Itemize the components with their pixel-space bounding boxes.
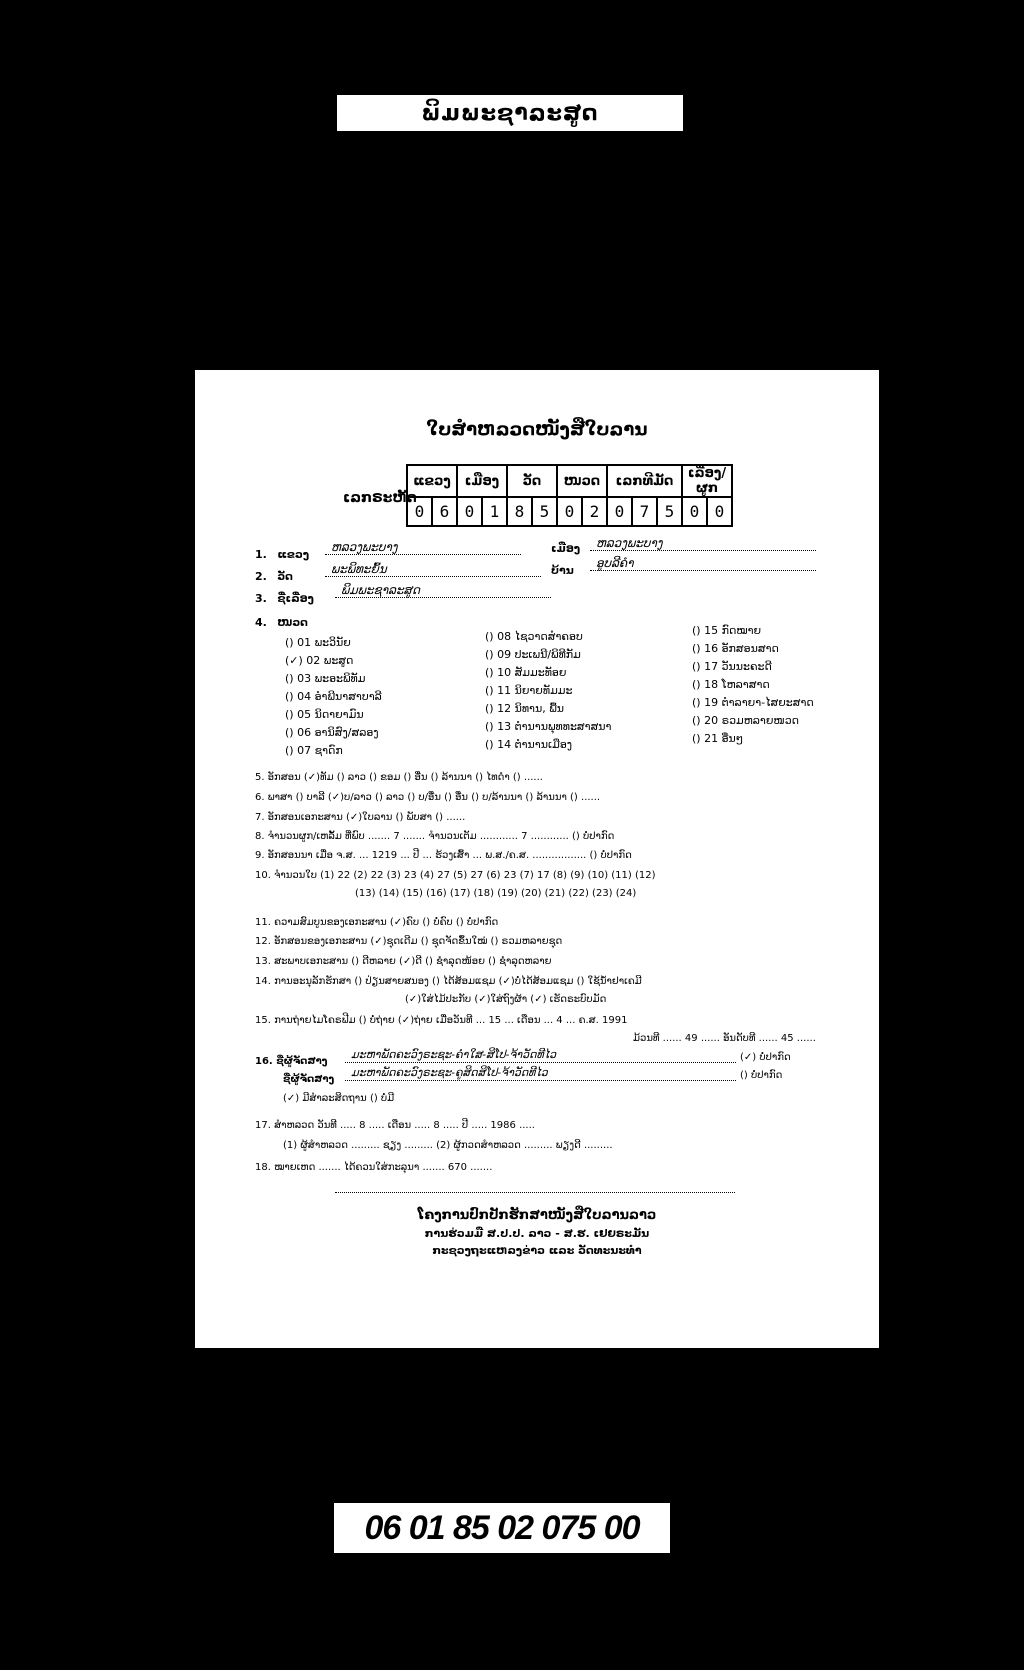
code-header-province: ແຂວງ [407, 465, 457, 497]
code-digit: 2 [582, 497, 607, 526]
item-16b-value: ມະຫາພັດຄະວົງຣະຊະ-ຄູສິດສິໂປ-ຈ້າວັດທີໄວ [345, 1066, 736, 1081]
code-header-district: ເມືອງ [457, 465, 507, 497]
code-digit: 0 [557, 497, 582, 526]
item-7-material: 7. ອັກສອນເອກະສານ (✓)ໃບລານ () ພັບສາ () ...... [255, 812, 466, 823]
category-option: () 04 ອຳພີນາສາບາລີ [285, 690, 382, 703]
category-option: () 16 ອັກສອນສາດ [692, 642, 779, 655]
category-option: () 03 ພະອະພິທັມ [285, 672, 366, 685]
category-option: () 11 ນິຍາຍທັມມະ [485, 684, 573, 697]
item-15-reel: ມ້ວນທີ ...... 49 ...... ອັນດັບທີ ...... 45 ...... [633, 1033, 816, 1044]
field-1-label: 1. ແຂວງ [255, 548, 310, 561]
field-district-label: ເມືອງ [551, 542, 581, 555]
item-11-completeness: 11. ຄວາມສົມບູນຂອງເອກະສານ (✓)ຄົບ () ບໍ່ຄົບ () ບໍ່ປາກົດ [255, 917, 499, 928]
item-16-label: 16. ຊື່ຜູ້ຈັດສາງ [255, 1056, 328, 1067]
item-17-survey-date: 17. ສຳຫລວດ ວັນທີ ..... 8 ..... ເດືອນ ..... 8 ..... ປີ ..... 1986 ..... [255, 1120, 535, 1131]
code-digit: 7 [632, 497, 657, 526]
field-2-label: 2. ວັດ [255, 570, 293, 583]
field-province-value: ຫລວງພະບາງ [325, 540, 521, 555]
category-option: () 18 ໂຫລາສາດ [692, 678, 770, 691]
field-3-label: 3. ຊື່ເລື່ອງ [255, 592, 314, 605]
category-option: () 09 ປະເພນີ/ພິທີກັມ [485, 648, 581, 661]
code-header-temple: ວັດ [507, 465, 557, 497]
category-option: () 12 ນິທານ, ພື້ນ [485, 702, 564, 715]
category-option: (✓) 02 ພະສູດ [285, 654, 354, 667]
top-title-banner: ພິມພະຊາລະສູດ [337, 95, 683, 131]
category-option: () 10 ສັມມະທັອຍ [485, 666, 567, 679]
category-option: () 01 ພະວິນັຍ [285, 636, 351, 649]
code-header-story: ເລື່ອງ/ຜູກ [682, 465, 732, 497]
category-option: () 07 ຊາດົກ [285, 744, 343, 757]
code-digit: 6 [432, 497, 457, 526]
category-option: () 15 ກົດໝາຍ [692, 624, 762, 637]
code-grid [406, 464, 733, 527]
field-temple-value: ພະພິທະຍົ້ນ [325, 562, 541, 577]
category-option: () 21 ອື່ນໆ [692, 732, 744, 745]
item-5-script: 5. ອັກສອນ (✓)ທັມ () ລາວ () ຂອມ () ອື່ນ () ລ້ານນາ () ໄທດຳ () ...... [255, 772, 543, 783]
code-digit: 5 [532, 497, 557, 526]
field-district-value: ຫລວງພະບາງ [590, 536, 816, 551]
item-16b-not-shown: () ບໍ່ປາກົດ [740, 1070, 783, 1081]
form-title: ໃບສຳຫລວດໜັງສືໃບລານ [426, 419, 648, 440]
category-option: () 19 ຕຳລາຍາ-ໄສຍະສາດ [692, 696, 814, 709]
category-option: () 14 ຕຳນານເມືອງ [485, 738, 573, 751]
item-17-surveyors: (1) ຜູ້ສຳຫລວດ ......... ຊຽງ ......... (2) ຜູ້ກວດສຳຫລວດ ......... ພຽງດີ ......... [283, 1140, 613, 1151]
code-label: ເລກຣະຫັດ [343, 490, 417, 506]
code-header-category: ໜວດ [557, 465, 607, 497]
code-digit: 8 [507, 497, 532, 526]
survey-form-sheet [195, 370, 879, 1348]
item-16b-label: ຊື່ຜູ້ຈັດສາງ [283, 1074, 335, 1085]
item-10-leaves: 10. ຈຳນວນໃບ (1) 22 (2) 22 (3) 23 (4) 27 (5) 27 (6) 23 (7) 17 (8) (9) (10) (11) (12) [255, 870, 656, 881]
item-9-date: 9. ອັກສອນນາ ເມື່ອ ຈ.ສ. ... 1219 ... ປີ ... ຮ້ວງເສົ້າ ... ພ.ສ./ຄ.ສ. ................. () ບໍ່ປາກົດ [255, 850, 632, 861]
field-village-label: ບ້ານ [551, 564, 574, 577]
category-option: () 17 ວັນນະຄະດີ [692, 660, 772, 673]
category-option: () 05 ນິດາຍາມົນ [285, 708, 364, 721]
category-option: () 06 ອານິສົງ/ສລອງ [285, 726, 379, 739]
item-15-microfilm: 15. ການຖ່າຍໄມໂຄຣຟີມ () ບໍ່ຖ່າຍ (✓)ຖ່າຍ ເມື່ອວັນທີ ... 15 ... ເດືອນ ... 4 ... ຄ.ສ. 1991 [255, 1015, 628, 1026]
footer-project: ໂຄງການປົກປັກຮັກສາໜັງສືໃບລານລາວ [417, 1208, 657, 1223]
item-13-condition: 13. ສະພາບເອກະສານ () ດີຫລາຍ (✓)ດີ () ຊຳລຸດໜ້ອຍ () ຊຳລຸດຫລາຍ [255, 956, 552, 967]
code-header-bundle: ເລກທີມັດ [607, 465, 682, 497]
code-digit: 0 [607, 497, 632, 526]
item-16-not-shown: (✓) ບໍ່ປາກົດ [740, 1052, 791, 1063]
footer-cooperation: ການຮ່ວມມື ສ.ປ.ປ. ລາວ - ສ.ຮ. ເຢຍຣະມັນ [424, 1227, 650, 1240]
code-digit: 1 [482, 497, 507, 526]
field-4-label: 4. ໜວດ [255, 616, 308, 629]
remarks-line [335, 1192, 735, 1193]
item-6-language: 6. ພາສາ () ບາລີ (✓)ບ/ລາວ () ລາວ () ບ/ອື່ນ () ອື່ນ () ບ/ລ້ານນາ () ລ້ານນາ () ...... [255, 792, 601, 803]
item-10-leaves-cont: (13) (14) (15) (16) (17) (18) (19) (20) (21) (22) (23) (24) [355, 888, 637, 899]
code-digit: 0 [457, 497, 482, 526]
category-option: () 08 ໄຊວາດສຳຄອບ [485, 630, 583, 643]
item-12-set: 12. ອັກສອນຂອງເອກະສານ (✓)ຊຸດເດີມ () ຊຸດຈັດຂຶ້ນໃໝ່ () ຣວມຫລາຍຊຸດ [255, 936, 563, 947]
code-digit: 0 [407, 497, 432, 526]
code-digit: 0 [707, 497, 732, 526]
field-village-value: ອູບລີຄຳ [590, 556, 816, 571]
code-digit: 5 [657, 497, 682, 526]
footer-ministry: ກະຊວງຖະແຫລງຂ່າວ ແລະ ວັດທະນະທຳ [432, 1244, 642, 1257]
item-14-conservation: 14. ການອະນຸລັກຮັກສາ () ປ່ຽນສາຍສນອງ () ໄດ້ສ້ອມແຊມ (✓)ບໍ່ໄດ້ສ້ອມແຊມ () ໃຊ້ນ້ຳຢາເຄມີ [255, 976, 642, 987]
item-16-rights: (✓) ມີສຳລະສິດຖານ () ບໍ່ມີ [283, 1093, 395, 1104]
item-8-volumes: 8. ຈຳນວນຜູກ/ເຫລັ້ມ ທີ່ພົບ ....... 7 ....... ຈຳນວນເຕັມ ............ 7 ............ () ບໍ່ປາກົດ [255, 831, 615, 842]
bottom-code-banner: 06 01 85 02 075 00 [334, 1503, 670, 1553]
item-18-remarks: 18. ໝາຍເຫດ ....... ໄດ້ຄວນໃສ່ກະລຸນາ ....... 670 ....... [255, 1162, 493, 1173]
code-digit: 0 [682, 497, 707, 526]
field-title-value: ພິມພະຊາລະສູດ [335, 583, 551, 598]
item-16-value: ມະຫາພັດຄະວົງຣະຊະ-ຄຳໃສ-ສິໂປ-ຈ້າວັດທີໄວ [345, 1048, 736, 1063]
category-option: () 13 ຕຳນານພຸທທະສາສນາ [485, 720, 612, 733]
item-14-conservation-cont: (✓)ໃສ່ໄມ້ປະກັບ (✓)ໃສ່ຖົງຜ້າ (✓) ເຮັດຣະບົບມັດ [405, 994, 607, 1005]
category-option: () 20 ຣວມຫລາຍໜວດ [692, 714, 800, 727]
